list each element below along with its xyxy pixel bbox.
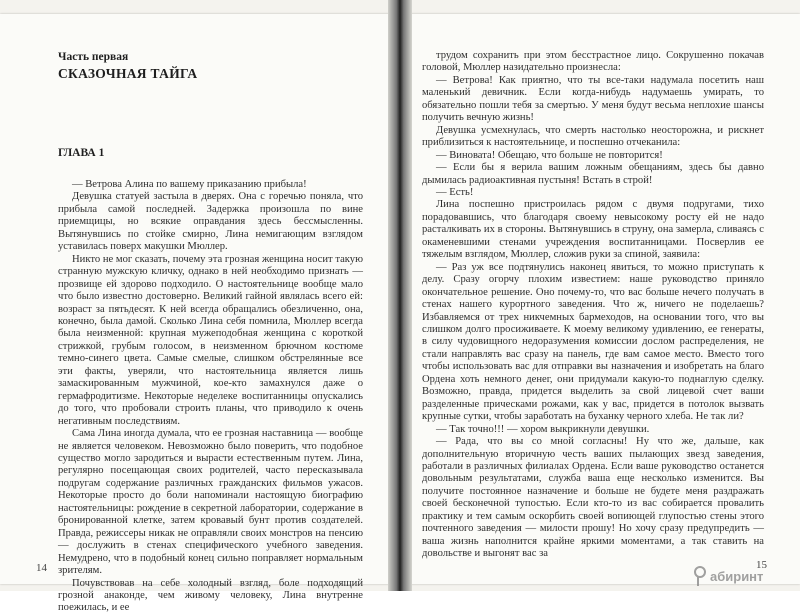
part-title: СКАЗОЧНАЯ ТАЙГА bbox=[58, 66, 198, 81]
page-number-right: 15 bbox=[756, 559, 767, 571]
page-number-left: 14 bbox=[36, 562, 47, 574]
paragraph: — Рада, что вы со мной согласны! Ну что же, дальше, как дополнительную вторичную честь ваших пылающих звезд заведения, работали в различных филиалах Ордена. Если ваше руководство останется довольным результатами, служба ваша еще несколько изменится. Вы получите постоянное назначение и больше не будете меня раздражать своей бесконечной тупостью. Если кто-то из вас собирается провалить практику и тем самым оскорбить своей вопиющей глупостью стены этого почтенного заведения — милости прошу! Но хочу сразу предупредить — ваша жизнь наполнится крайне яркими моментами, а так ставить на довольстве и выгонят вас за bbox=[422, 436, 764, 560]
paragraph: — Есть! bbox=[436, 186, 474, 198]
paragraph: Сама Лина иногда думала, что ее грозная наставница — вообще не является человеком. Невозможно было поверить, что подобное существо могло зародиться и вырасти естественным путем. Лина, регулярно посещающая своих родителей, часто пересказывала подругам содержание различных гражданских фильмов ужасов. Некоторые просто до боли напоминали настоящую биографию настоятельницы: рождение в секретной лаборатории, содержание в бронированной клетке, затем кровавый бунт против создателей. Правда, режиссеры никак не оправляли своих монстров на пенсию — дослужить в стенах специфического учебного заведения. Немудрено, что в подобный конец сильно поправляет нормальным зрителям. bbox=[58, 428, 363, 577]
part-label: Часть первая bbox=[58, 51, 129, 63]
right-page bbox=[408, 14, 800, 584]
book-gutter bbox=[388, 0, 412, 591]
paragraph: Девушка статуей застыла в дверях. Она с горечью поняла, что прибыла самой последней. Задержка произошла по вине приемщицы, но всякие оправдания здесь бессмысленны. Вытянувшись по стойке смирно, Лина немигающим взглядом уставилась поверх макушки Мюллер. bbox=[58, 191, 363, 253]
paragraph: — Виновата! Обещаю, что больше не повторится! bbox=[436, 149, 663, 161]
paragraph: — Ветрова! Как приятно, что ты все-таки надумала посетить наш маленький девичник. Если когда-нибудь надумаешь умирать, то обязательно пошли тебя за смертью. У меня будут весьма неплохие шансы получить вечную жизнь! bbox=[422, 74, 764, 124]
paragraph: — Ветрова Алина по вашему приказанию прибыла! bbox=[72, 179, 307, 190]
labirint-logo-icon bbox=[690, 566, 706, 586]
chapter-heading: ГЛАВА 1 bbox=[58, 147, 105, 159]
paragraph: — Так точно!!! — хором выкрикнули девушки. bbox=[436, 423, 650, 435]
left-page bbox=[0, 14, 392, 614]
paragraph: Лина поспешно пристроилась рядом с двумя подругами, тихо порадовавшись, что благодаря своему невысокому росту ей не надо расталкивать их в стороны. Вытянувшись в струну, она замерла, сливаясь с окаменевшими стенами учреждения воспитанницами. Посверлив ее тяжелым взглядом, Мюллер, сложив руки за спиной, заявила: bbox=[422, 199, 764, 261]
paragraph: — Если бы я верила вашим ложным обещаниям, здесь бы давно дымилась радиоактивная пустыня! Встать в строй! bbox=[422, 162, 764, 186]
watermark-text: абиринт bbox=[710, 568, 764, 584]
paragraph: Почувствовав на себе холодный взгляд, боле подходящий грозной анаконде, чем живому человеку, Лина внутренне поежилась, и ее bbox=[58, 577, 363, 614]
paragraph: трудом сохранить при этом бесстрастное лицо. Сокрушенно покачав головой, Мюллер назидательно произнесла: bbox=[422, 50, 764, 74]
paragraph: Девушка усмехнулась, что смерть настолько неосторожна, и рискнет приблизиться к настоятельнице, и поспешно отчеканила: bbox=[422, 124, 764, 149]
paragraph: — Раз уж все подтянулись наконец явиться, то можно приступать к делу. Сразу огорчу плохим известием: наше руководство приняло окончательное решение. Оно почему-то, что вас больше нечего получать в стенах нашего курортного заведения. Что ж, ничего не поделаешь? Избавляемся от трех никчемных бармеходов, на основании того, что вы слишком долго просиживаете. К моему великому удивлению, ее генераты, в силу чудовищного недоразумения комиссии дослом распределения, не стали направлять вас сразу на панель, где вам самое место. Вместо того чтобы использовать вас для отправки вы назначения и изобретать на благо Ордена хоть немного денег, они придумали какую-то поднаглую сделку. Возможно, правда, придется выделить за свой лицевой счет ваши разделенные прическами рожами, как у вас, придется в потолок вызвать крупные сутки, чтобы заработать на буханку черного хлеба. Не так ли? bbox=[422, 261, 764, 423]
left-body-text bbox=[58, 179, 363, 615]
right-body-text bbox=[422, 50, 764, 561]
watermark bbox=[690, 566, 763, 586]
paragraph: Никто не мог сказать, почему эта грозная женщина носит такую странную мужскую кличку, однако в ней необходимо признать — прозвище ей здорово подходило. О настоятельнице вообще мало что было известно достоверно. Великий гайной являлась всего ей: возраст за пятьдесят. К ней всегда обращались обезличенно, она, конечно, была дамой. Сколько Лина себя помнила, Мюллер всегда была неизменной: крупная мужеподобная женщина с короткой стрижкой, грубым голосом, в неизменном брючном костюме темно-синего цвета. Самые смелые, слишком обстрелянные все эти факты, уверяли, что настоятельница является лишь замаскированным мужчиной, кое-кто замахнулся даже о гермафродитизме. Некоторые неделеке воспитанницы опускались до того, что пробовали строить планы, что приводило к очень негативным последствиям. bbox=[58, 253, 363, 427]
